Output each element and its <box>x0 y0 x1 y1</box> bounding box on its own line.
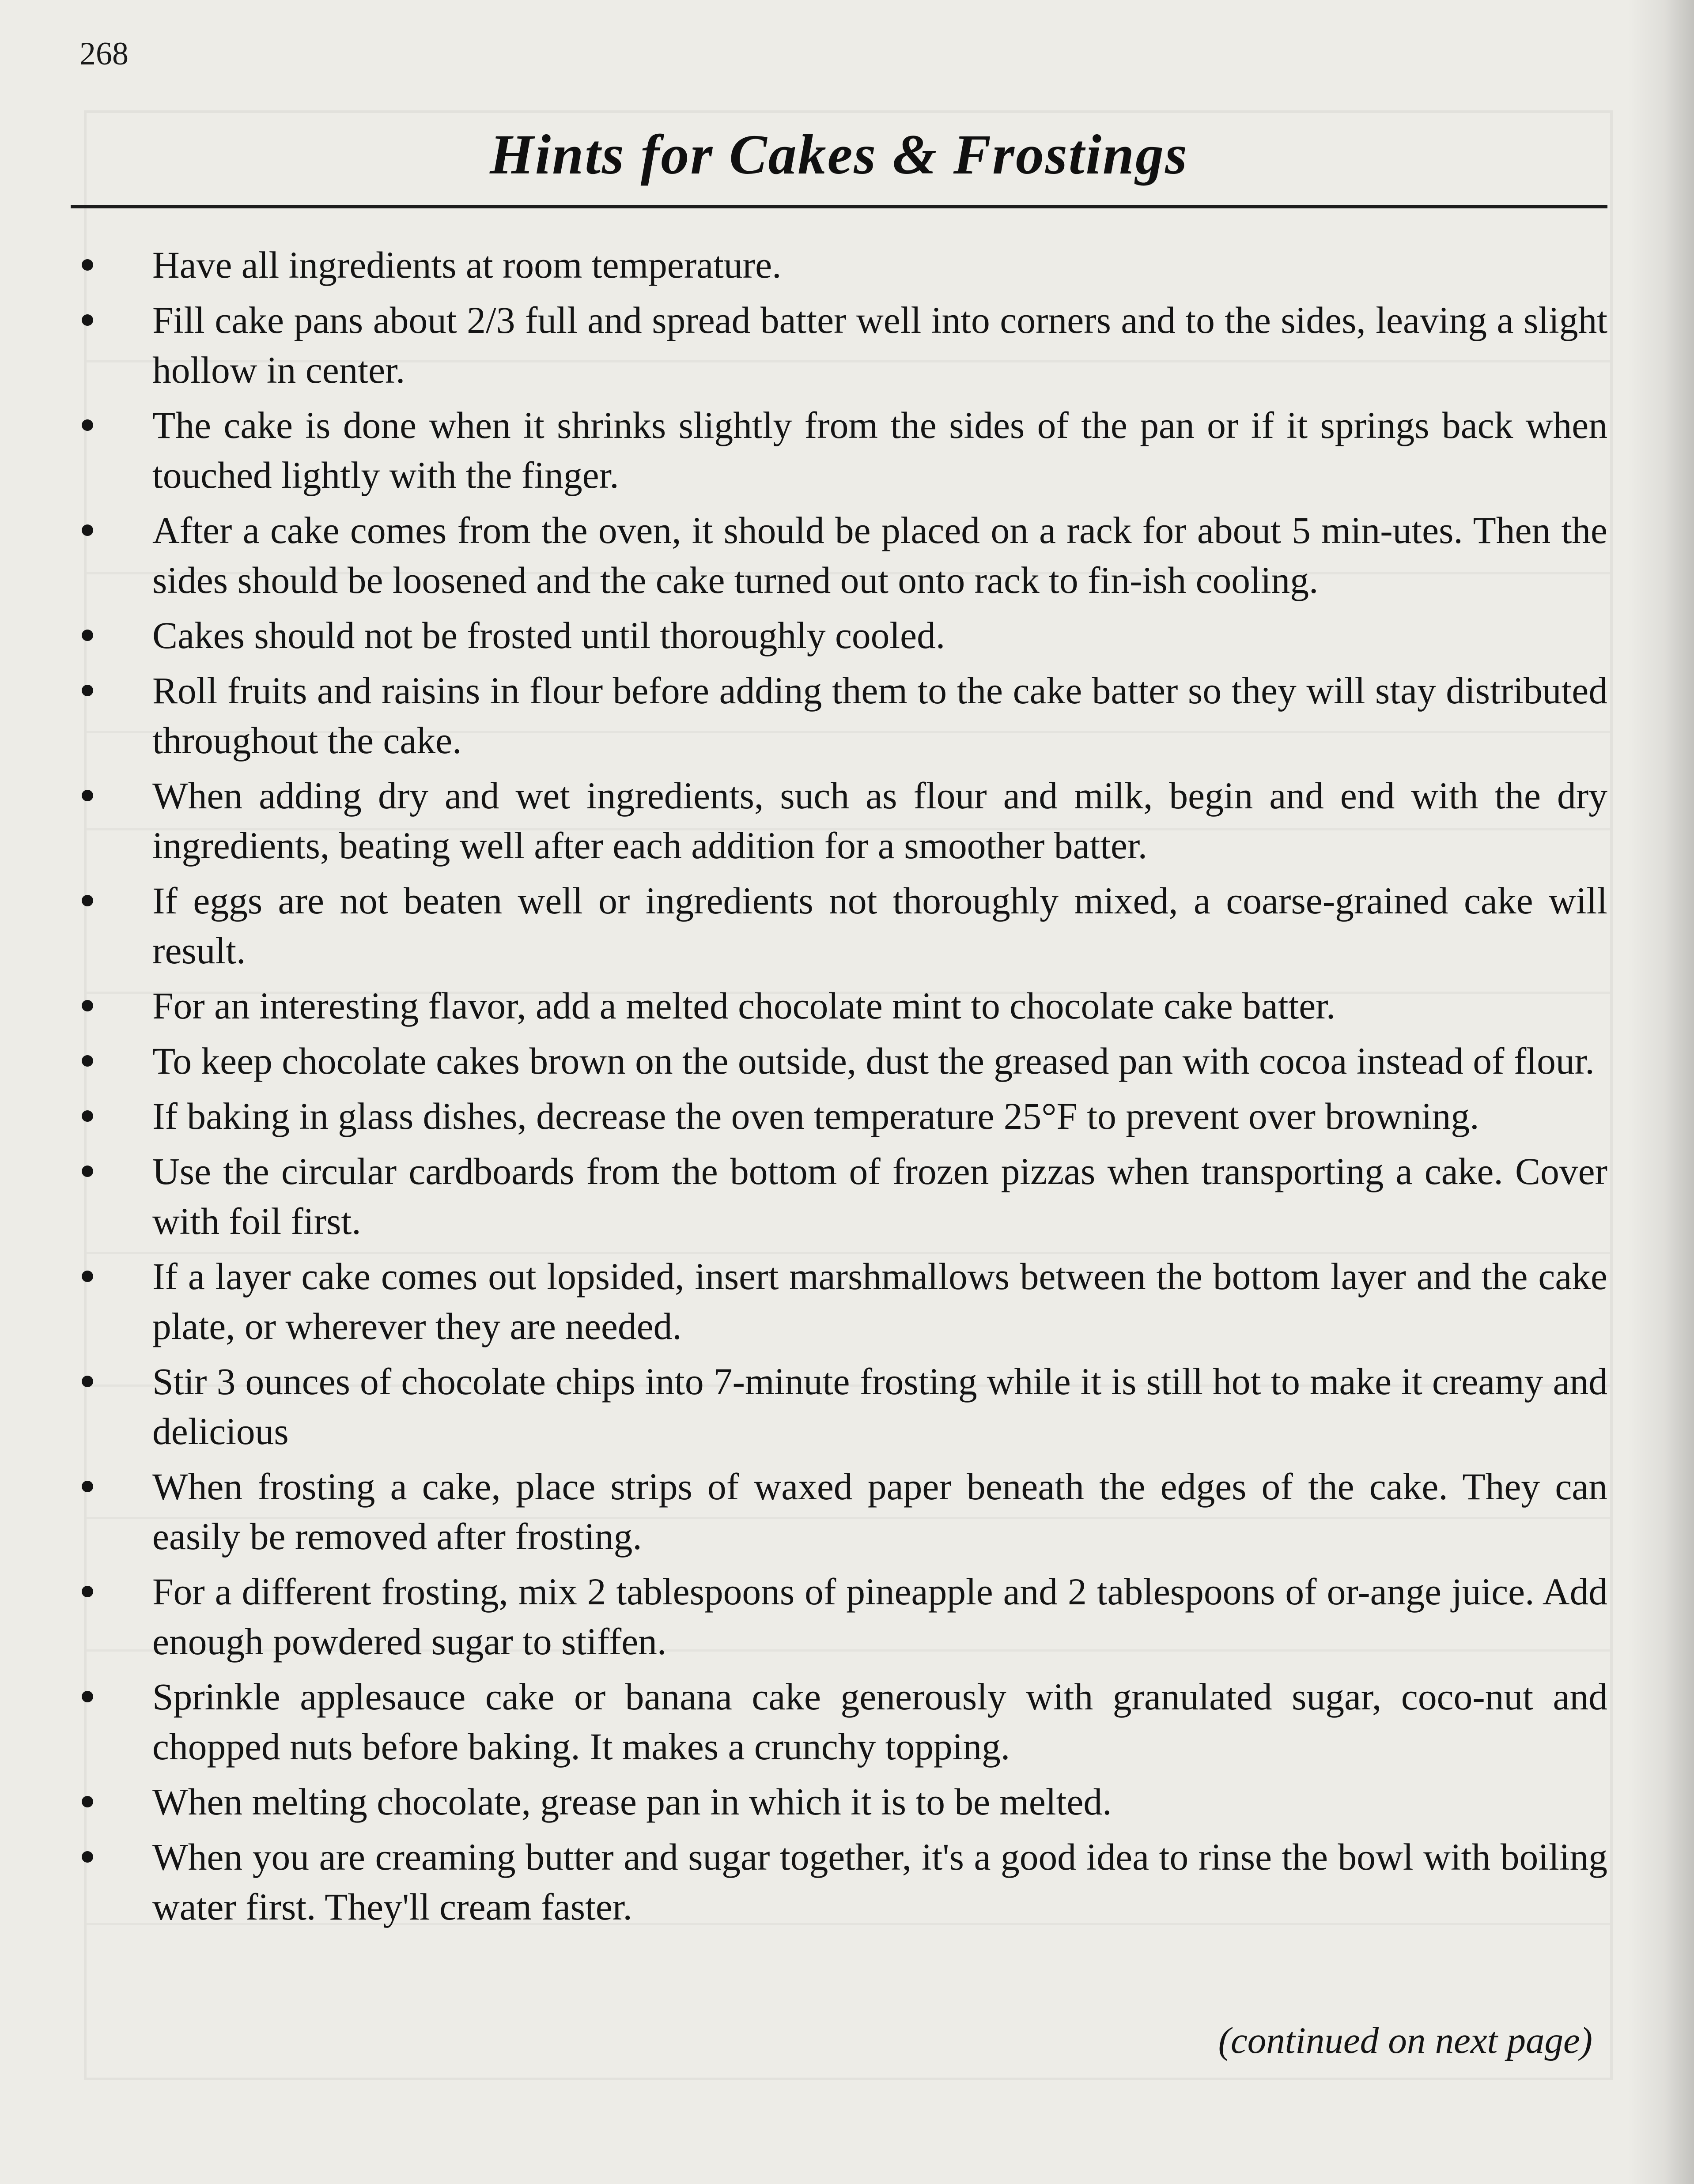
hint-item <box>82 1833 1607 1932</box>
hint-text: For an interesting flavor, add a melted chocolate mint to chocolate cake batter. <box>152 985 1336 1027</box>
bullet-icon <box>82 1271 93 1282</box>
hint-item <box>82 296 1607 396</box>
bullet-icon <box>82 1000 93 1011</box>
hint-item <box>82 506 1607 606</box>
title-underline <box>71 205 1607 208</box>
bullet-icon <box>82 630 93 641</box>
hint-item <box>82 401 1607 501</box>
bullet-icon <box>82 1166 93 1177</box>
hint-text: The cake is done when it shrinks slightly from the sides of the pan or if it springs back when touched lightly with the finger. <box>152 405 1607 496</box>
hint-text: When frosting a cake, place strips of waxed paper beneath the edges of the cake. They can easily be removed after frosting. <box>152 1466 1607 1558</box>
hint-text: If a layer cake comes out lopsided, insert marshmallows between the bottom layer and the cake plate, or wherever they are needed. <box>152 1256 1607 1347</box>
bullet-icon <box>82 1110 93 1122</box>
hint-text: Fill cake pans about 2/3 full and spread batter well into corners and to the sides, leaving a slight hollow in center. <box>152 300 1607 391</box>
hint-item <box>82 1037 1607 1086</box>
hint-item <box>82 1147 1607 1247</box>
bullet-icon <box>82 685 93 696</box>
hint-item <box>82 1252 1607 1352</box>
bullet-icon <box>82 790 93 801</box>
hint-item <box>82 1092 1607 1142</box>
hint-text: Stir 3 ounces of chocolate chips into 7-minute frosting while it is still hot to make it creamy and delicious <box>152 1361 1607 1452</box>
hint-text: Cakes should not be frosted until thoroughly cooled. <box>152 615 945 656</box>
bullet-icon <box>82 1586 93 1597</box>
continued-note: (continued on next page) <box>1218 2020 1592 2061</box>
hint-text: Have all ingredients at room temperature. <box>152 245 782 286</box>
hint-item <box>82 876 1607 976</box>
hint-item <box>82 666 1607 766</box>
hint-item <box>82 1672 1607 1772</box>
hint-item <box>82 771 1607 871</box>
bullet-icon <box>82 524 93 536</box>
hint-text: For a different frosting, mix 2 tablespoons of pineapple and 2 tablespoons of or-ange juice. Add enough powdered sugar to stiffen. <box>152 1571 1607 1663</box>
hint-text: To keep chocolate cakes brown on the outside, dust the greased pan with cocoa instead of flour. <box>152 1041 1595 1082</box>
hint-item <box>82 1462 1607 1562</box>
hint-text: If baking in glass dishes, decrease the oven temperature 25°F to prevent over browning. <box>152 1096 1479 1137</box>
hint-text: If eggs are not beaten well or ingredients not thoroughly mixed, a coarse-grained cake will result. <box>152 880 1607 972</box>
bullet-icon <box>82 1055 93 1067</box>
hint-item <box>82 241 1607 290</box>
bullet-icon <box>82 1376 93 1387</box>
page-title: Hints for Cakes & Frostings <box>490 123 1188 186</box>
hint-text: After a cake comes from the oven, it should be placed on a rack for about 5 min-utes. Then the sides should be loosened and the cake turned out onto rack to fin-ish cooling. <box>152 510 1607 601</box>
hint-text: When melting chocolate, grease pan in which it is to be melted. <box>152 1781 1112 1823</box>
hint-text: Roll fruits and raisins in flour before adding them to the cake batter so they will stay distributed throughout the cake. <box>152 670 1607 762</box>
bullet-icon <box>82 259 93 271</box>
hint-text: Use the circular cardboards from the bottom of frozen pizzas when transporting a cake. Cover with foil first. <box>152 1151 1607 1242</box>
hint-item <box>82 611 1607 661</box>
book-spine-shadow <box>1628 0 1694 2184</box>
bullet-icon <box>82 1691 93 1702</box>
page-number: 268 <box>79 36 129 72</box>
bullet-icon <box>82 1796 93 1807</box>
bullet-icon <box>82 895 93 906</box>
bullet-icon <box>82 1481 93 1492</box>
hint-item <box>82 1777 1607 1827</box>
hint-text: Sprinkle applesauce cake or banana cake generously with granulated sugar, coco-nut and chopped nuts before baking. It makes a crunchy topping. <box>152 1676 1607 1768</box>
bullet-icon <box>82 419 93 431</box>
hint-item <box>82 1567 1607 1667</box>
bullet-icon <box>82 1851 93 1863</box>
hint-text: When you are creaming butter and sugar together, it's a good idea to rinse the bowl with boiling water first. They'll cream faster. <box>152 1837 1607 1928</box>
bullet-icon <box>82 314 93 326</box>
hint-text: When adding dry and wet ingredients, such as flour and milk, begin and end with the dry ingredients, beating well after each addition for a smoother batter. <box>152 775 1607 867</box>
hints-list <box>82 241 1607 1938</box>
hint-item <box>82 1357 1607 1457</box>
hint-item <box>82 981 1607 1031</box>
